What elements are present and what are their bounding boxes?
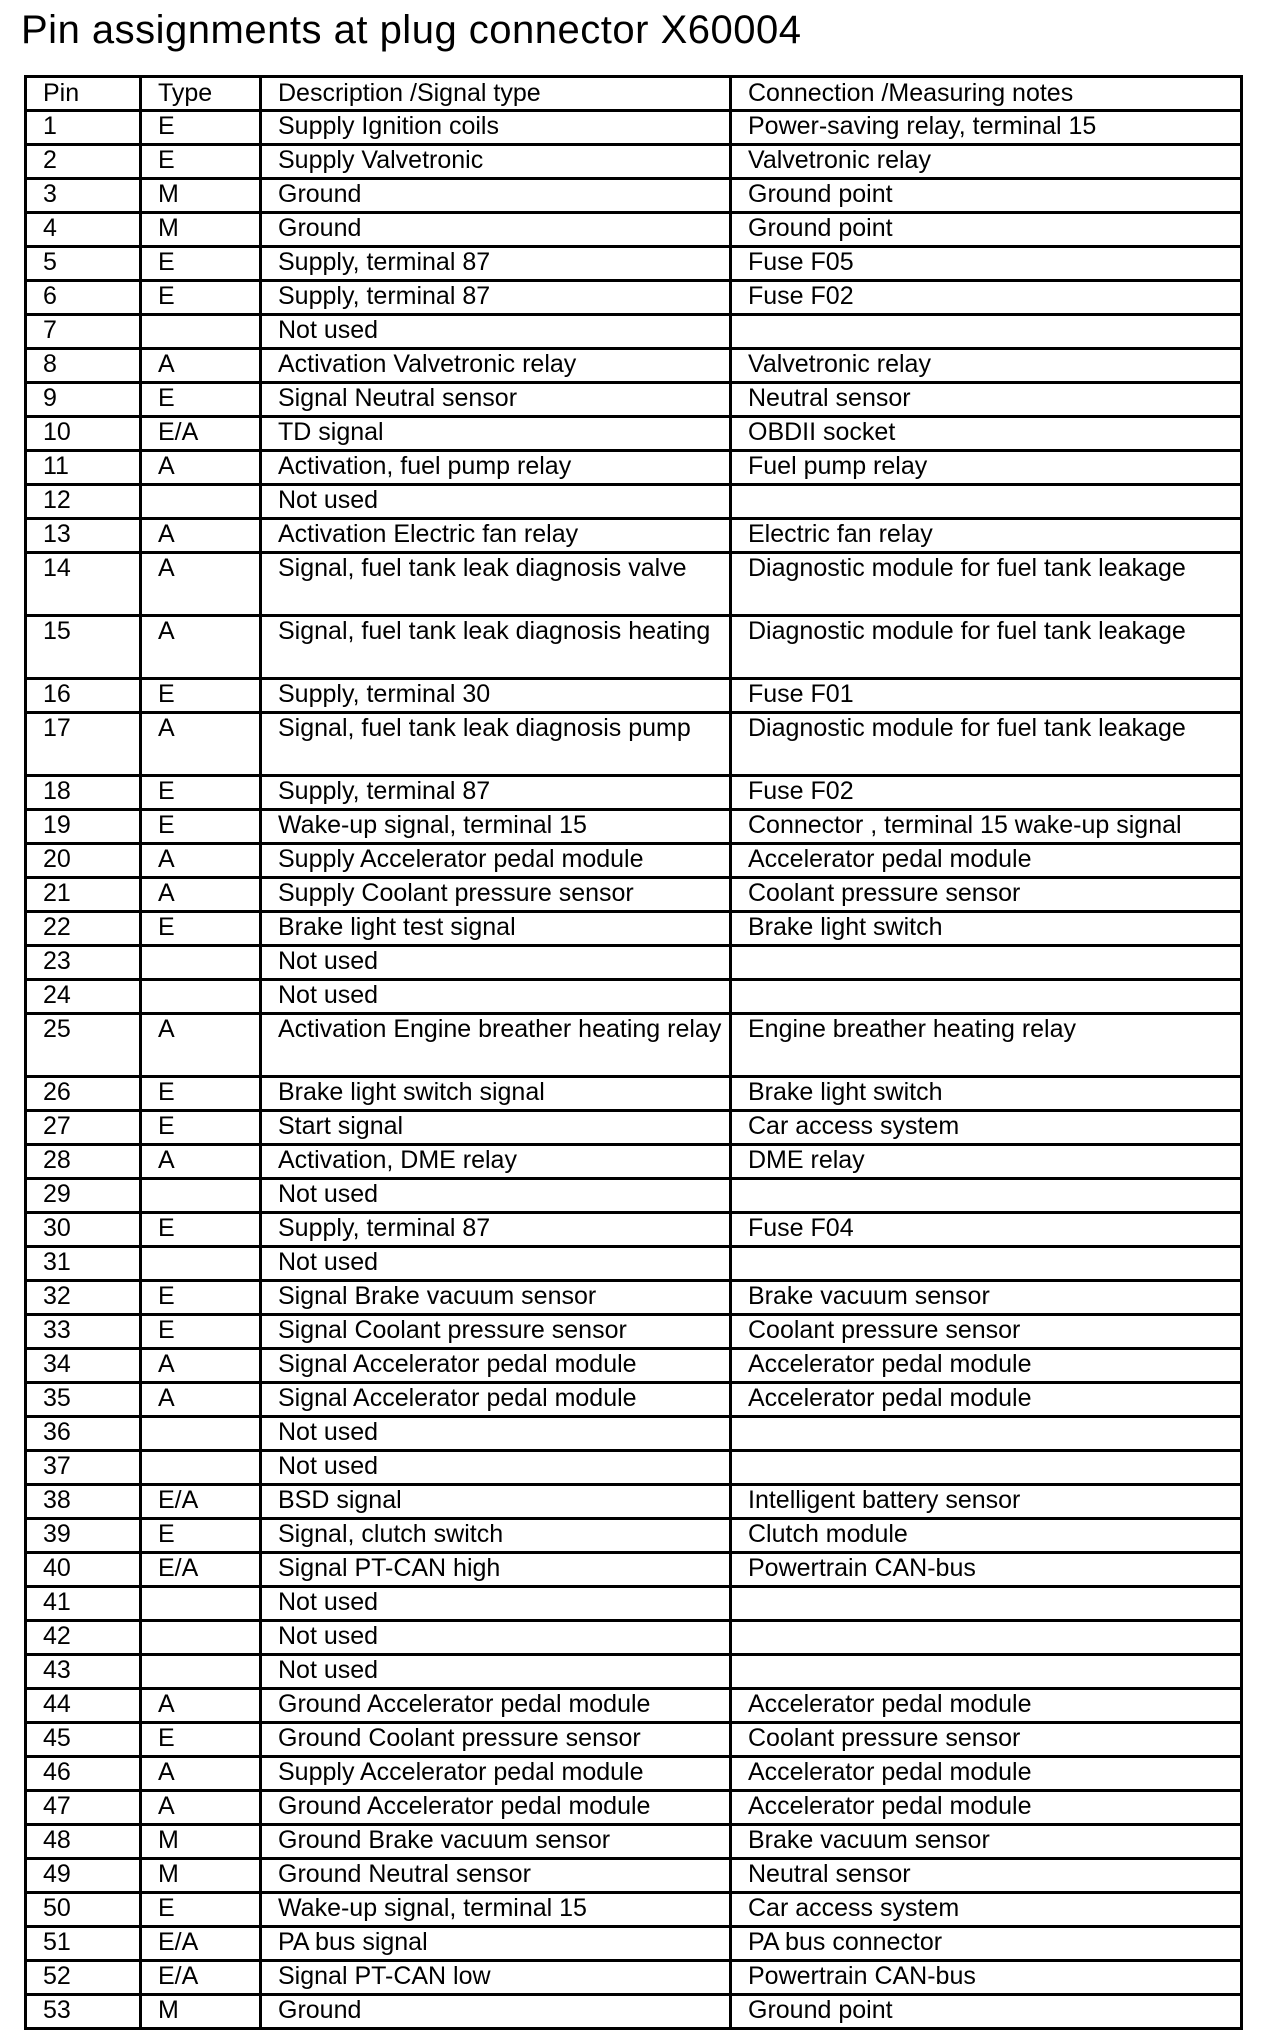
type-cell: A xyxy=(141,519,261,553)
type-cell: E/A xyxy=(141,1961,261,1995)
connection-cell: Powertrain CAN-bus xyxy=(731,1961,1242,1995)
connection-cell xyxy=(731,1247,1242,1281)
pin-cell: 17 xyxy=(26,713,141,776)
connection-cell: Accelerator pedal module xyxy=(731,1689,1242,1723)
table-row xyxy=(26,1927,1242,1961)
connection-cell: Powertrain CAN-bus xyxy=(731,1553,1242,1587)
type-cell: A xyxy=(141,713,261,776)
type-cell xyxy=(141,1179,261,1213)
type-cell: M xyxy=(141,1995,261,2029)
pin-cell: 30 xyxy=(26,1213,141,1247)
connection-cell: Neutral sensor xyxy=(731,1859,1242,1893)
pin-cell: 12 xyxy=(26,485,141,519)
connection-cell: Brake light switch xyxy=(731,912,1242,946)
type-cell: E/A xyxy=(141,1553,261,1587)
table-row xyxy=(26,1145,1242,1179)
description-cell: Not used xyxy=(261,1451,731,1485)
connection-cell: Accelerator pedal module xyxy=(731,1349,1242,1383)
description-cell: Not used xyxy=(261,1621,731,1655)
type-cell: A xyxy=(141,451,261,485)
type-cell xyxy=(141,1247,261,1281)
connection-cell: Ground point xyxy=(731,213,1242,247)
table-row xyxy=(26,679,1242,713)
pin-cell: 39 xyxy=(26,1519,141,1553)
description-cell: Brake light switch signal xyxy=(261,1077,731,1111)
type-cell: M xyxy=(141,213,261,247)
connection-cell: OBDII socket xyxy=(731,417,1242,451)
type-cell: E/A xyxy=(141,1927,261,1961)
description-cell: Signal PT-CAN high xyxy=(261,1553,731,1587)
type-cell: A xyxy=(141,1689,261,1723)
header-description: Description /Signal type xyxy=(261,77,731,111)
table-row xyxy=(26,1791,1242,1825)
description-cell: Signal Neutral sensor xyxy=(261,383,731,417)
connection-cell: DME relay xyxy=(731,1145,1242,1179)
description-cell: Wake-up signal, terminal 15 xyxy=(261,810,731,844)
type-cell: M xyxy=(141,1825,261,1859)
type-cell: E xyxy=(141,1723,261,1757)
table-row xyxy=(26,1587,1242,1621)
pin-cell: 3 xyxy=(26,179,141,213)
description-cell: Activation Engine breather heating relay xyxy=(261,1014,731,1077)
table-row xyxy=(26,1553,1242,1587)
connection-cell: Clutch module xyxy=(731,1519,1242,1553)
connection-cell xyxy=(731,1587,1242,1621)
header-pin: Pin xyxy=(26,77,141,111)
description-cell: Ground Accelerator pedal module xyxy=(261,1689,731,1723)
pin-cell: 29 xyxy=(26,1179,141,1213)
connection-cell: Car access system xyxy=(731,1893,1242,1927)
type-cell xyxy=(141,485,261,519)
pin-cell: 37 xyxy=(26,1451,141,1485)
connection-cell xyxy=(731,485,1242,519)
description-cell: Ground xyxy=(261,213,731,247)
connection-cell: Ground point xyxy=(731,1995,1242,2029)
pin-cell: 32 xyxy=(26,1281,141,1315)
table-row xyxy=(26,213,1242,247)
table-row xyxy=(26,1349,1242,1383)
description-cell: Not used xyxy=(261,1417,731,1451)
table-row xyxy=(26,1111,1242,1145)
type-cell xyxy=(141,1451,261,1485)
type-cell xyxy=(141,315,261,349)
description-cell: Signal, fuel tank leak diagnosis heating xyxy=(261,616,731,679)
pin-cell: 22 xyxy=(26,912,141,946)
table-row xyxy=(26,417,1242,451)
type-cell: A xyxy=(141,1383,261,1417)
connection-cell: Coolant pressure sensor xyxy=(731,1315,1242,1349)
description-cell: Ground xyxy=(261,179,731,213)
connection-cell: PA bus connector xyxy=(731,1927,1242,1961)
connection-cell xyxy=(731,1621,1242,1655)
pin-cell: 41 xyxy=(26,1587,141,1621)
type-cell: E xyxy=(141,912,261,946)
type-cell: E xyxy=(141,111,261,145)
pin-cell: 46 xyxy=(26,1757,141,1791)
description-cell: Not used xyxy=(261,485,731,519)
description-cell: Activation Valvetronic relay xyxy=(261,349,731,383)
connection-cell: Fuse F04 xyxy=(731,1213,1242,1247)
connection-cell: Power-saving relay, terminal 15 xyxy=(731,111,1242,145)
type-cell: E/A xyxy=(141,417,261,451)
connection-cell: Fuse F02 xyxy=(731,281,1242,315)
type-cell: E xyxy=(141,810,261,844)
type-cell xyxy=(141,980,261,1014)
type-cell: A xyxy=(141,1145,261,1179)
table-row xyxy=(26,1451,1242,1485)
description-cell: Supply Accelerator pedal module xyxy=(261,1757,731,1791)
type-cell: A xyxy=(141,1791,261,1825)
type-cell: E xyxy=(141,1077,261,1111)
type-cell: E xyxy=(141,1111,261,1145)
description-cell: BSD signal xyxy=(261,1485,731,1519)
type-cell: M xyxy=(141,1859,261,1893)
type-cell: A xyxy=(141,1349,261,1383)
type-cell: A xyxy=(141,878,261,912)
description-cell: Not used xyxy=(261,1247,731,1281)
pin-cell: 31 xyxy=(26,1247,141,1281)
pin-cell: 44 xyxy=(26,1689,141,1723)
pin-cell: 23 xyxy=(26,946,141,980)
pin-cell: 52 xyxy=(26,1961,141,1995)
pin-cell: 40 xyxy=(26,1553,141,1587)
table-row xyxy=(26,878,1242,912)
description-cell: Signal Coolant pressure sensor xyxy=(261,1315,731,1349)
table-row xyxy=(26,1655,1242,1689)
description-cell: Ground Neutral sensor xyxy=(261,1859,731,1893)
pin-cell: 8 xyxy=(26,349,141,383)
connection-cell: Accelerator pedal module xyxy=(731,844,1242,878)
description-cell: TD signal xyxy=(261,417,731,451)
description-cell: Not used xyxy=(261,980,731,1014)
description-cell: Not used xyxy=(261,1655,731,1689)
type-cell: E xyxy=(141,247,261,281)
description-cell: Supply Accelerator pedal module xyxy=(261,844,731,878)
pin-cell: 28 xyxy=(26,1145,141,1179)
pin-cell: 45 xyxy=(26,1723,141,1757)
pin-cell: 51 xyxy=(26,1927,141,1961)
description-cell: Supply Coolant pressure sensor xyxy=(261,878,731,912)
type-cell: A xyxy=(141,844,261,878)
type-cell xyxy=(141,946,261,980)
description-cell: Supply, terminal 87 xyxy=(261,247,731,281)
description-cell: Ground Brake vacuum sensor xyxy=(261,1825,731,1859)
type-cell: A xyxy=(141,1014,261,1077)
pin-cell: 21 xyxy=(26,878,141,912)
table-row xyxy=(26,1281,1242,1315)
description-cell: Start signal xyxy=(261,1111,731,1145)
table-row xyxy=(26,616,1242,679)
table-row xyxy=(26,281,1242,315)
connection-cell: Neutral sensor xyxy=(731,383,1242,417)
description-cell: Ground Accelerator pedal module xyxy=(261,1791,731,1825)
table-row xyxy=(26,1621,1242,1655)
table-row xyxy=(26,553,1242,616)
pin-cell: 13 xyxy=(26,519,141,553)
pin-cell: 20 xyxy=(26,844,141,878)
pin-cell: 16 xyxy=(26,679,141,713)
pin-cell: 1 xyxy=(26,111,141,145)
table-row xyxy=(26,1995,1242,2029)
description-cell: Signal, fuel tank leak diagnosis pump xyxy=(261,713,731,776)
table-row xyxy=(26,1859,1242,1893)
description-cell: Signal, fuel tank leak diagnosis valve xyxy=(261,553,731,616)
description-cell: Ground Coolant pressure sensor xyxy=(261,1723,731,1757)
description-cell: Signal Accelerator pedal module xyxy=(261,1383,731,1417)
pin-cell: 24 xyxy=(26,980,141,1014)
connection-cell: Fuse F05 xyxy=(731,247,1242,281)
description-cell: Not used xyxy=(261,1179,731,1213)
table-row xyxy=(26,912,1242,946)
pin-cell: 2 xyxy=(26,145,141,179)
pin-cell: 15 xyxy=(26,616,141,679)
pin-cell: 38 xyxy=(26,1485,141,1519)
connection-cell: Brake light switch xyxy=(731,1077,1242,1111)
connection-cell: Coolant pressure sensor xyxy=(731,1723,1242,1757)
pin-cell: 26 xyxy=(26,1077,141,1111)
description-cell: Signal Brake vacuum sensor xyxy=(261,1281,731,1315)
description-cell: Supply Ignition coils xyxy=(261,111,731,145)
pin-cell: 25 xyxy=(26,1014,141,1077)
description-cell: Not used xyxy=(261,1587,731,1621)
header-connection: Connection /Measuring notes xyxy=(731,77,1242,111)
table-row xyxy=(26,1315,1242,1349)
type-cell: E xyxy=(141,1893,261,1927)
pin-cell: 35 xyxy=(26,1383,141,1417)
description-cell: Activation Electric fan relay xyxy=(261,519,731,553)
type-cell: E xyxy=(141,679,261,713)
table-row xyxy=(26,1014,1242,1077)
table-row xyxy=(26,810,1242,844)
description-cell: Signal, clutch switch xyxy=(261,1519,731,1553)
table-row xyxy=(26,179,1242,213)
table-row xyxy=(26,1213,1242,1247)
table-row xyxy=(26,383,1242,417)
connection-cell: Intelligent battery sensor xyxy=(731,1485,1242,1519)
pin-cell: 48 xyxy=(26,1825,141,1859)
table-row xyxy=(26,946,1242,980)
table-row xyxy=(26,451,1242,485)
type-cell: A xyxy=(141,349,261,383)
pin-cell: 10 xyxy=(26,417,141,451)
description-cell: Brake light test signal xyxy=(261,912,731,946)
table-row xyxy=(26,980,1242,1014)
connection-cell: Diagnostic module for fuel tank leakage xyxy=(731,616,1242,679)
page-title: Pin assignments at plug connector X60004 xyxy=(21,8,802,52)
table-row xyxy=(26,1689,1242,1723)
table-row xyxy=(26,1961,1242,1995)
connection-cell xyxy=(731,315,1242,349)
description-cell: Not used xyxy=(261,315,731,349)
table-row xyxy=(26,519,1242,553)
description-cell: Signal Accelerator pedal module xyxy=(261,1349,731,1383)
table-row xyxy=(26,349,1242,383)
connection-cell: Brake vacuum sensor xyxy=(731,1825,1242,1859)
description-cell: Ground xyxy=(261,1995,731,2029)
description-cell: Supply, terminal 30 xyxy=(261,679,731,713)
connection-cell: Accelerator pedal module xyxy=(731,1383,1242,1417)
pin-cell: 7 xyxy=(26,315,141,349)
description-cell: Supply, terminal 87 xyxy=(261,1213,731,1247)
type-cell: A xyxy=(141,553,261,616)
description-cell: Supply, terminal 87 xyxy=(261,281,731,315)
table-row xyxy=(26,1519,1242,1553)
pin-cell: 19 xyxy=(26,810,141,844)
description-cell: Supply, terminal 87 xyxy=(261,776,731,810)
pin-assignment-table xyxy=(24,75,1243,2030)
pin-cell: 43 xyxy=(26,1655,141,1689)
pin-cell: 50 xyxy=(26,1893,141,1927)
pin-cell: 33 xyxy=(26,1315,141,1349)
pin-cell: 18 xyxy=(26,776,141,810)
table-row xyxy=(26,1179,1242,1213)
pin-cell: 53 xyxy=(26,1995,141,2029)
connection-cell xyxy=(731,1451,1242,1485)
connection-cell: Electric fan relay xyxy=(731,519,1242,553)
pin-cell: 11 xyxy=(26,451,141,485)
table-row xyxy=(26,145,1242,179)
connection-cell: Connector , terminal 15 wake-up signal xyxy=(731,810,1242,844)
connection-cell: Diagnostic module for fuel tank leakage xyxy=(731,713,1242,776)
type-cell: E xyxy=(141,1519,261,1553)
table-row xyxy=(26,1383,1242,1417)
connection-cell: Fuse F02 xyxy=(731,776,1242,810)
pin-cell: 34 xyxy=(26,1349,141,1383)
table-row xyxy=(26,485,1242,519)
connection-cell: Ground point xyxy=(731,179,1242,213)
pin-cell: 47 xyxy=(26,1791,141,1825)
pin-cell: 36 xyxy=(26,1417,141,1451)
connection-cell xyxy=(731,1179,1242,1213)
type-cell: E xyxy=(141,1281,261,1315)
description-cell: Not used xyxy=(261,946,731,980)
table-row xyxy=(26,1077,1242,1111)
type-cell: E xyxy=(141,1315,261,1349)
header-type: Type xyxy=(141,77,261,111)
type-cell xyxy=(141,1621,261,1655)
table-row xyxy=(26,111,1242,145)
table-row xyxy=(26,1247,1242,1281)
connection-cell: Valvetronic relay xyxy=(731,145,1242,179)
description-cell: Signal PT-CAN low xyxy=(261,1961,731,1995)
table-row xyxy=(26,1893,1242,1927)
table-row xyxy=(26,315,1242,349)
table-row xyxy=(26,1723,1242,1757)
connection-cell: Fuel pump relay xyxy=(731,451,1242,485)
description-cell: Wake-up signal, terminal 15 xyxy=(261,1893,731,1927)
pin-cell: 4 xyxy=(26,213,141,247)
type-cell: A xyxy=(141,1757,261,1791)
connection-cell xyxy=(731,946,1242,980)
connection-cell: Brake vacuum sensor xyxy=(731,1281,1242,1315)
connection-cell: Accelerator pedal module xyxy=(731,1757,1242,1791)
table-header-row xyxy=(26,77,1242,111)
description-cell: PA bus signal xyxy=(261,1927,731,1961)
connection-cell: Car access system xyxy=(731,1111,1242,1145)
table-row xyxy=(26,844,1242,878)
type-cell xyxy=(141,1417,261,1451)
connection-cell: Accelerator pedal module xyxy=(731,1791,1242,1825)
description-cell: Activation, fuel pump relay xyxy=(261,451,731,485)
type-cell: E/A xyxy=(141,1485,261,1519)
connection-cell: Engine breather heating relay xyxy=(731,1014,1242,1077)
type-cell: E xyxy=(141,1213,261,1247)
pin-cell: 9 xyxy=(26,383,141,417)
table-row xyxy=(26,713,1242,776)
type-cell xyxy=(141,1655,261,1689)
connection-cell xyxy=(731,1655,1242,1689)
connection-cell: Coolant pressure sensor xyxy=(731,878,1242,912)
connection-cell: Fuse F01 xyxy=(731,679,1242,713)
table-row xyxy=(26,1485,1242,1519)
type-cell xyxy=(141,1587,261,1621)
type-cell: M xyxy=(141,179,261,213)
description-cell: Activation, DME relay xyxy=(261,1145,731,1179)
type-cell: A xyxy=(141,616,261,679)
type-cell: E xyxy=(141,383,261,417)
pin-cell: 6 xyxy=(26,281,141,315)
connection-cell xyxy=(731,1417,1242,1451)
table-row xyxy=(26,1825,1242,1859)
pin-cell: 27 xyxy=(26,1111,141,1145)
table-row xyxy=(26,1757,1242,1791)
pin-cell: 49 xyxy=(26,1859,141,1893)
connection-cell: Diagnostic module for fuel tank leakage xyxy=(731,553,1242,616)
type-cell: E xyxy=(141,145,261,179)
connection-cell xyxy=(731,980,1242,1014)
pin-cell: 42 xyxy=(26,1621,141,1655)
type-cell: E xyxy=(141,776,261,810)
table-row xyxy=(26,1417,1242,1451)
type-cell: E xyxy=(141,281,261,315)
pin-cell: 5 xyxy=(26,247,141,281)
description-cell: Supply Valvetronic xyxy=(261,145,731,179)
connection-cell: Valvetronic relay xyxy=(731,349,1242,383)
pin-cell: 14 xyxy=(26,553,141,616)
table-row xyxy=(26,247,1242,281)
table-row xyxy=(26,776,1242,810)
